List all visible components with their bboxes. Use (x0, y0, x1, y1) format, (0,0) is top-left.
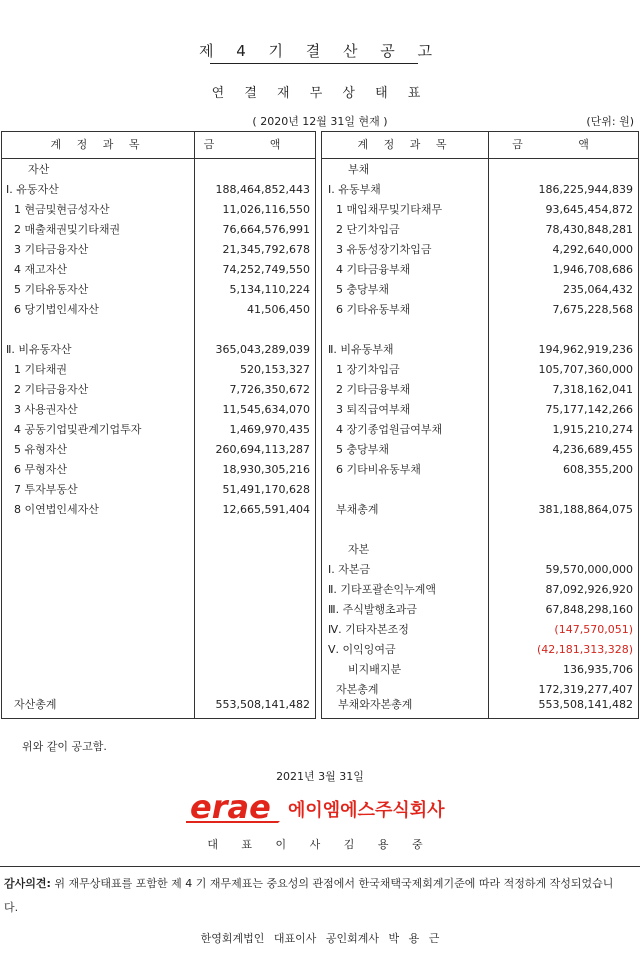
account-amount: 75,177,142,266 (545, 403, 633, 416)
audit-opinion (4, 872, 624, 920)
notice-title: 제 4 기 결 산 공 고 (198, 42, 442, 60)
account-amount: 18,930,305,216 (222, 463, 310, 476)
table-row (2, 340, 315, 360)
table-row (322, 180, 638, 200)
table-row (322, 340, 638, 360)
account-label: 1 매입채무및기타채무 (336, 203, 443, 216)
table-row (322, 500, 638, 520)
account-amount: 194,962,919,236 (538, 343, 633, 356)
notice-date: 2021년 3월 31일 (276, 770, 364, 783)
table-row (2, 220, 315, 240)
account-label: Ⅴ. 이익잉여금 (328, 643, 396, 656)
table-row (322, 260, 638, 280)
account-label: 4 장기종업원급여부채 (336, 423, 443, 436)
account-label: 4 기타금융부채 (336, 263, 411, 276)
liabilities-equity-total-label: 부채와자본총계 (338, 698, 413, 711)
account-amount: 7,318,162,041 (552, 383, 633, 396)
table-row (2, 180, 315, 200)
account-amount: 21,345,792,678 (222, 243, 310, 256)
account-label: Ⅰ. 유동자산 (6, 183, 59, 196)
table-row (2, 460, 315, 480)
account-amount: 1,915,210,274 (552, 423, 633, 436)
account-label: 5 충당부채 (336, 443, 389, 456)
account-label: 1 기타채권 (14, 363, 67, 376)
table-row (2, 360, 315, 380)
account-label: 2 기타금융부채 (336, 383, 411, 396)
account-amount: 381,188,864,075 (538, 503, 633, 516)
statement-title: 연 결 재 무 상 태 표 (211, 86, 429, 101)
assets-table-header (2, 132, 315, 159)
account-amount: 520,153,327 (240, 363, 310, 376)
account-label: 자산 (28, 163, 50, 176)
account-label: 5 기타유동자산 (14, 283, 89, 296)
table-row (2, 300, 315, 320)
table-row (322, 420, 638, 440)
table-row (322, 580, 638, 600)
account-label: Ⅱ. 기타포괄손익누계액 (328, 583, 437, 596)
liabilities-equity-total-amount: 553,508,141,482 (538, 698, 633, 711)
account-amount: 7,726,350,672 (229, 383, 310, 396)
account-amount: 78,430,848,281 (545, 223, 633, 236)
company-name: 에이엠에스주식회사 (288, 800, 445, 821)
table-row (2, 440, 315, 460)
account-label: 2 기타금융자산 (14, 383, 89, 396)
account-amount: 11,545,634,070 (222, 403, 310, 416)
table-row (2, 400, 315, 420)
unit-label: (단위: 원) (586, 115, 634, 128)
account-label: Ⅱ. 비유동부채 (328, 343, 394, 356)
account-amount: 11,026,116,550 (222, 203, 310, 216)
assets-total-row (2, 695, 315, 715)
account-amount: 172,319,277,407 (538, 683, 633, 696)
logo-wordmark: erae (190, 788, 271, 826)
account-label: 5 유형자산 (14, 443, 67, 456)
table-row (322, 200, 638, 220)
table-row (322, 540, 638, 560)
account-amount: 41,506,450 (247, 303, 310, 316)
account-amount: 188,464,852,443 (215, 183, 310, 196)
table-row (322, 460, 638, 480)
account-label: 6 기타유동부채 (336, 303, 411, 316)
account-label: 6 무형자산 (14, 463, 67, 476)
account-amount: 74,252,749,550 (222, 263, 310, 276)
amount-column-header: 금 액 (488, 132, 638, 158)
erae-logo-icon (184, 788, 464, 828)
table-row (2, 420, 315, 440)
table-row (2, 260, 315, 280)
account-label: 7 투자부동산 (14, 483, 78, 496)
account-amount: 59,570,000,000 (545, 563, 633, 576)
account-column-header: 계 정 과 목 (50, 138, 146, 151)
notice-text: 위와 같이 공고함. (22, 740, 107, 753)
account-label: 3 유동성장기차입금 (336, 243, 432, 256)
table-row (322, 440, 638, 460)
table-row (322, 280, 638, 300)
account-label: 자본 (348, 543, 370, 556)
statement-date: ( 2020년 12월 31일 현재 ) (252, 115, 388, 128)
account-label: 자본총계 (336, 683, 379, 696)
table-row (322, 160, 638, 180)
table-row (322, 520, 638, 540)
account-amount: 67,848,298,160 (545, 603, 633, 616)
account-amount: 4,236,689,455 (552, 443, 633, 456)
account-amount: 4,292,640,000 (552, 243, 633, 256)
account-label: 6 기타비유동부채 (336, 463, 421, 476)
table-row (322, 660, 638, 680)
account-amount: 105,707,360,000 (538, 363, 633, 376)
account-label: 2 단기차입금 (336, 223, 400, 236)
account-label: 4 공동기업및관계기업투자 (14, 423, 142, 436)
title-underline (210, 63, 418, 64)
account-label: Ⅱ. 비유동자산 (6, 343, 72, 356)
account-amount: (147,570,051) (554, 623, 633, 636)
table-row (322, 220, 638, 240)
account-amount: 186,225,944,839 (538, 183, 633, 196)
table-row (2, 320, 315, 340)
account-amount: 365,043,289,039 (215, 343, 310, 356)
account-label: 5 충당부채 (336, 283, 389, 296)
table-row (322, 600, 638, 620)
company-logo (184, 788, 464, 828)
assets-total-amount: 553,508,141,482 (215, 698, 310, 711)
account-label: 2 매출채권및기타채권 (14, 223, 121, 236)
account-amount: 93,645,454,872 (545, 203, 633, 216)
account-amount: 235,064,432 (563, 283, 633, 296)
account-label: 8 이연법인세자산 (14, 503, 99, 516)
table-row (2, 200, 315, 220)
table-row (322, 240, 638, 260)
table-row (322, 560, 638, 580)
account-label: 부채총계 (336, 503, 379, 516)
table-row (322, 400, 638, 420)
divider (0, 866, 640, 867)
table-row (322, 320, 638, 340)
account-label: 3 기타금융자산 (14, 243, 89, 256)
account-amount: (42,181,313,328) (536, 643, 633, 656)
table-row (322, 640, 638, 660)
table-row (2, 480, 315, 500)
ceo-signature: 대 표 이 사 김 용 중 (207, 838, 433, 851)
account-amount: 12,665,591,404 (222, 503, 310, 516)
account-amount: 1,469,970,435 (229, 423, 310, 436)
table-row (2, 380, 315, 400)
amount-column-header: 금 액 (194, 132, 315, 158)
table-row (322, 360, 638, 380)
account-amount: 136,935,706 (563, 663, 633, 676)
assets-total-label: 자산총계 (14, 698, 57, 711)
account-amount: 608,355,200 (563, 463, 633, 476)
account-amount: 51,491,170,628 (222, 483, 310, 496)
account-label: Ⅰ. 자본금 (328, 563, 371, 576)
audit-opinion-text: 위 재무상태표를 포함한 제 4 기 재무제표는 중요성의 관점에서 한국채택국제회계기준에 따라 적정하게 작성되었습니다. (4, 877, 614, 914)
table-row (2, 500, 315, 520)
auditor-signature: 한영회계법인 대표이사 공인회계사 박 용 근 (200, 932, 440, 945)
account-label: 1 현금및현금성자산 (14, 203, 110, 216)
table-row (322, 480, 638, 500)
account-column-header: 계 정 과 목 (357, 138, 453, 151)
liabilities-equity-total-row (322, 695, 638, 715)
audit-opinion-label: 감사의견: (4, 877, 51, 890)
account-label: 비지배지분 (348, 663, 402, 676)
account-amount: 87,092,926,920 (545, 583, 633, 596)
account-label: 3 사용권자산 (14, 403, 78, 416)
liabilities-table-header (322, 132, 638, 159)
account-label: 3 퇴직급여부채 (336, 403, 411, 416)
table-row (322, 300, 638, 320)
liabilities-equity-table (321, 131, 639, 719)
account-label: Ⅳ. 기타자본조정 (328, 623, 409, 636)
assets-table (1, 131, 316, 719)
account-label: 4 재고자산 (14, 263, 67, 276)
account-label: Ⅲ. 주식발행초과금 (328, 603, 417, 616)
account-amount: 7,675,228,568 (552, 303, 633, 316)
table-row (322, 380, 638, 400)
account-label: Ⅰ. 유동부채 (328, 183, 381, 196)
account-label: 6 당기법인세자산 (14, 303, 99, 316)
account-amount: 1,946,708,686 (552, 263, 633, 276)
account-amount: 260,694,113,287 (215, 443, 310, 456)
account-label: 1 장기차입금 (336, 363, 400, 376)
account-amount: 76,664,576,991 (222, 223, 310, 236)
table-row (2, 160, 315, 180)
table-row (2, 280, 315, 300)
table-row (322, 620, 638, 640)
account-label: 부채 (348, 163, 370, 176)
table-row (2, 240, 315, 260)
account-amount: 5,134,110,224 (229, 283, 310, 296)
